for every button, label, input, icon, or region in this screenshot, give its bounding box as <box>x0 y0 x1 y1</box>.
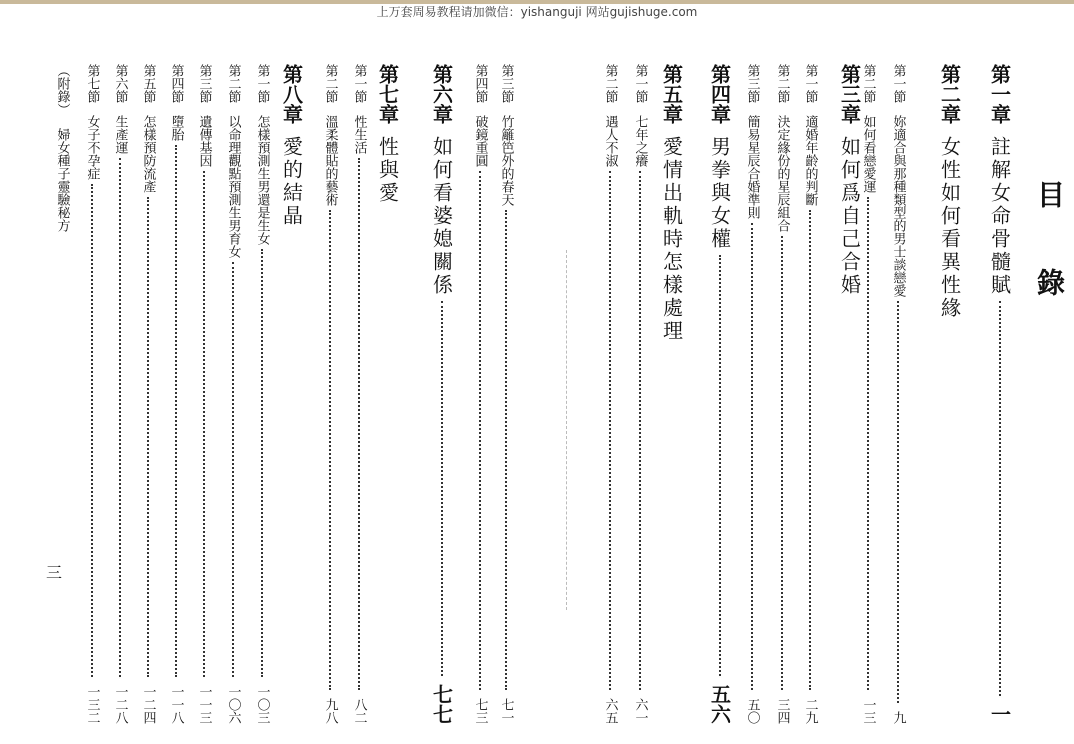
toc-label: 第五節 <box>140 64 156 103</box>
dot-leader <box>91 184 93 677</box>
toc-label: 第二節 <box>860 64 876 103</box>
toc-label: 第六章 <box>429 64 454 124</box>
toc-title: 七年之癢 <box>632 115 648 167</box>
toc-page-number: 一二八 <box>112 685 128 724</box>
toc-title: 適婚年齡的判斷 <box>802 115 818 206</box>
toc-page-number: 五六 <box>707 684 732 724</box>
toc-page-number: 一〇三 <box>254 685 270 724</box>
toc-label: 第一節 <box>890 64 906 103</box>
dot-leader <box>809 210 811 690</box>
toc-section <box>631 64 649 724</box>
toc-label: 第五章 <box>659 64 684 124</box>
toc-label: 第三章 <box>837 64 862 124</box>
toc-title: 墮胎 <box>168 115 184 141</box>
toc-title: 簡易星辰合婚準則 <box>744 115 760 219</box>
toc-label: 第一章 <box>987 64 1012 124</box>
toc-page-number: 九 <box>890 711 906 724</box>
toc-page-number: 三四 <box>774 698 790 724</box>
toc-title: 妳適合與那種類型的男士談戀愛 <box>890 115 906 297</box>
toc-section <box>471 64 489 724</box>
toc-title: 愛情出軌時怎樣處理 <box>659 136 684 343</box>
page-number: 三 <box>46 563 63 582</box>
toc-section <box>83 64 101 724</box>
toc-chapter <box>987 64 1013 724</box>
toc-label: （附錄） <box>54 64 70 116</box>
toc-title: 遇人不淑 <box>602 115 618 167</box>
toc-page-number: 六五 <box>602 698 618 724</box>
toc-section <box>53 64 71 324</box>
toc-label: 第一節 <box>632 64 648 103</box>
toc-page-number: 七七 <box>429 684 454 724</box>
dot-leader <box>147 197 149 677</box>
dot-leader <box>479 171 481 690</box>
toc-chapter <box>937 64 963 484</box>
toc-title: 遺傳基因 <box>196 115 212 167</box>
toc-page-number: 一三二 <box>84 685 100 724</box>
toc-label: 第四章 <box>707 64 732 124</box>
toc-section <box>743 64 761 724</box>
toc-section <box>773 64 791 724</box>
toc-page-number: 一〇六 <box>225 685 241 724</box>
toc-section <box>167 64 185 724</box>
toc-page-number: 九八 <box>322 698 338 724</box>
dot-leader <box>999 301 1001 696</box>
toc-chapter <box>279 64 305 484</box>
toc-label: 第一節 <box>351 64 367 103</box>
toc-section <box>350 64 368 724</box>
toc-section <box>195 64 213 724</box>
dot-leader <box>897 301 899 703</box>
toc-title: 註解女命骨髓賦 <box>987 136 1012 297</box>
toc-label: 第七章 <box>375 64 400 124</box>
toc-label: 第二節 <box>602 64 618 103</box>
dot-leader <box>119 158 121 677</box>
toc-title: 決定緣份的星辰組合 <box>774 115 790 232</box>
toc-title: 怎樣預防流產 <box>140 115 156 193</box>
dot-leader <box>609 171 611 690</box>
dot-leader <box>639 171 641 690</box>
toc-section <box>139 64 157 724</box>
toc-title: 如何看婆媳關係 <box>429 136 454 297</box>
dot-leader <box>232 262 234 677</box>
toc-page-number: 六一 <box>632 698 648 724</box>
toc-title: 破鏡重圓 <box>472 115 488 167</box>
toc-label: 第三節 <box>196 64 212 103</box>
toc-section <box>253 64 271 724</box>
dot-leader <box>329 210 331 690</box>
watermark-text: 上万套周易教程请加微信：yishanguji 网站gujishuge.com <box>376 5 698 19</box>
toc-title: 性生活 <box>351 115 367 154</box>
toc-label: 第八章 <box>279 64 304 124</box>
toc-section <box>224 64 242 724</box>
toc-chapter <box>837 64 863 484</box>
toc-title: 性與愛 <box>375 136 400 205</box>
toc-page-number: 八二 <box>351 698 367 724</box>
toc-label: 第三節 <box>744 64 760 103</box>
toc-chapter <box>375 64 401 484</box>
toc-title: 溫柔體貼的藝術 <box>322 115 338 206</box>
toc-page-number: 一一三 <box>196 685 212 724</box>
toc-page-number: 七三 <box>472 698 488 724</box>
toc-title: 怎樣預測生男還是生女 <box>254 115 270 245</box>
toc-page-number: 二九 <box>802 698 818 724</box>
toc-section <box>111 64 129 724</box>
toc-section <box>321 64 339 724</box>
toc-title: 女性如何看異性緣 <box>937 136 962 320</box>
toc-label: 第三節 <box>498 64 514 103</box>
toc-chapter <box>707 64 733 724</box>
dot-leader <box>358 158 360 690</box>
toc-title: 男拳與女權 <box>707 136 732 251</box>
toc-label: 第六節 <box>112 64 128 103</box>
dot-leader <box>203 171 205 677</box>
toc-title: 如何看戀愛運 <box>860 115 876 193</box>
toc-label: 第二節 <box>322 64 338 103</box>
toc-label: 第一節 <box>802 64 818 103</box>
toc-chapter <box>429 64 455 724</box>
toc-title: 如何爲自己合婚 <box>837 136 862 297</box>
toc-label: 第一節 <box>254 64 270 103</box>
dot-leader <box>175 145 177 677</box>
toc-label: 第四節 <box>472 64 488 103</box>
toc-heading: 目錄 <box>1033 180 1066 356</box>
toc-label: 第七節 <box>84 64 100 103</box>
toc-title: 婦女種子靈驗秘方 <box>54 128 70 232</box>
toc-section <box>497 64 515 724</box>
toc-label: 第四節 <box>168 64 184 103</box>
toc-page-number: 五〇 <box>744 698 760 724</box>
toc-page-number: 一 <box>987 704 1012 724</box>
toc-title: 生產運 <box>112 115 128 154</box>
toc-title: 愛的結晶 <box>279 136 304 228</box>
dot-leader <box>751 223 753 690</box>
dot-leader <box>505 210 507 690</box>
toc-page-number: 一一八 <box>168 685 184 724</box>
toc-label: 第二節 <box>774 64 790 103</box>
toc-label: 第二章 <box>937 64 962 124</box>
dot-leader <box>719 255 721 676</box>
toc-title: 女子不孕症 <box>84 115 100 180</box>
toc-title: 以命理觀點預測生男育女 <box>225 115 241 258</box>
dot-leader <box>441 301 443 676</box>
toc-label: 第二節 <box>225 64 241 103</box>
toc-page-number: 一二四 <box>140 685 156 724</box>
dot-leader <box>261 249 263 677</box>
dot-leader <box>867 197 869 690</box>
toc-chapter <box>659 64 685 484</box>
toc-page-number: 一三 <box>860 698 876 724</box>
toc-page-number: 七一 <box>498 698 514 724</box>
toc-section <box>801 64 819 724</box>
toc-title: 竹籬笆外的春天 <box>498 115 514 206</box>
toc-section <box>889 64 907 724</box>
dot-leader <box>781 236 783 690</box>
toc-section <box>601 64 619 724</box>
